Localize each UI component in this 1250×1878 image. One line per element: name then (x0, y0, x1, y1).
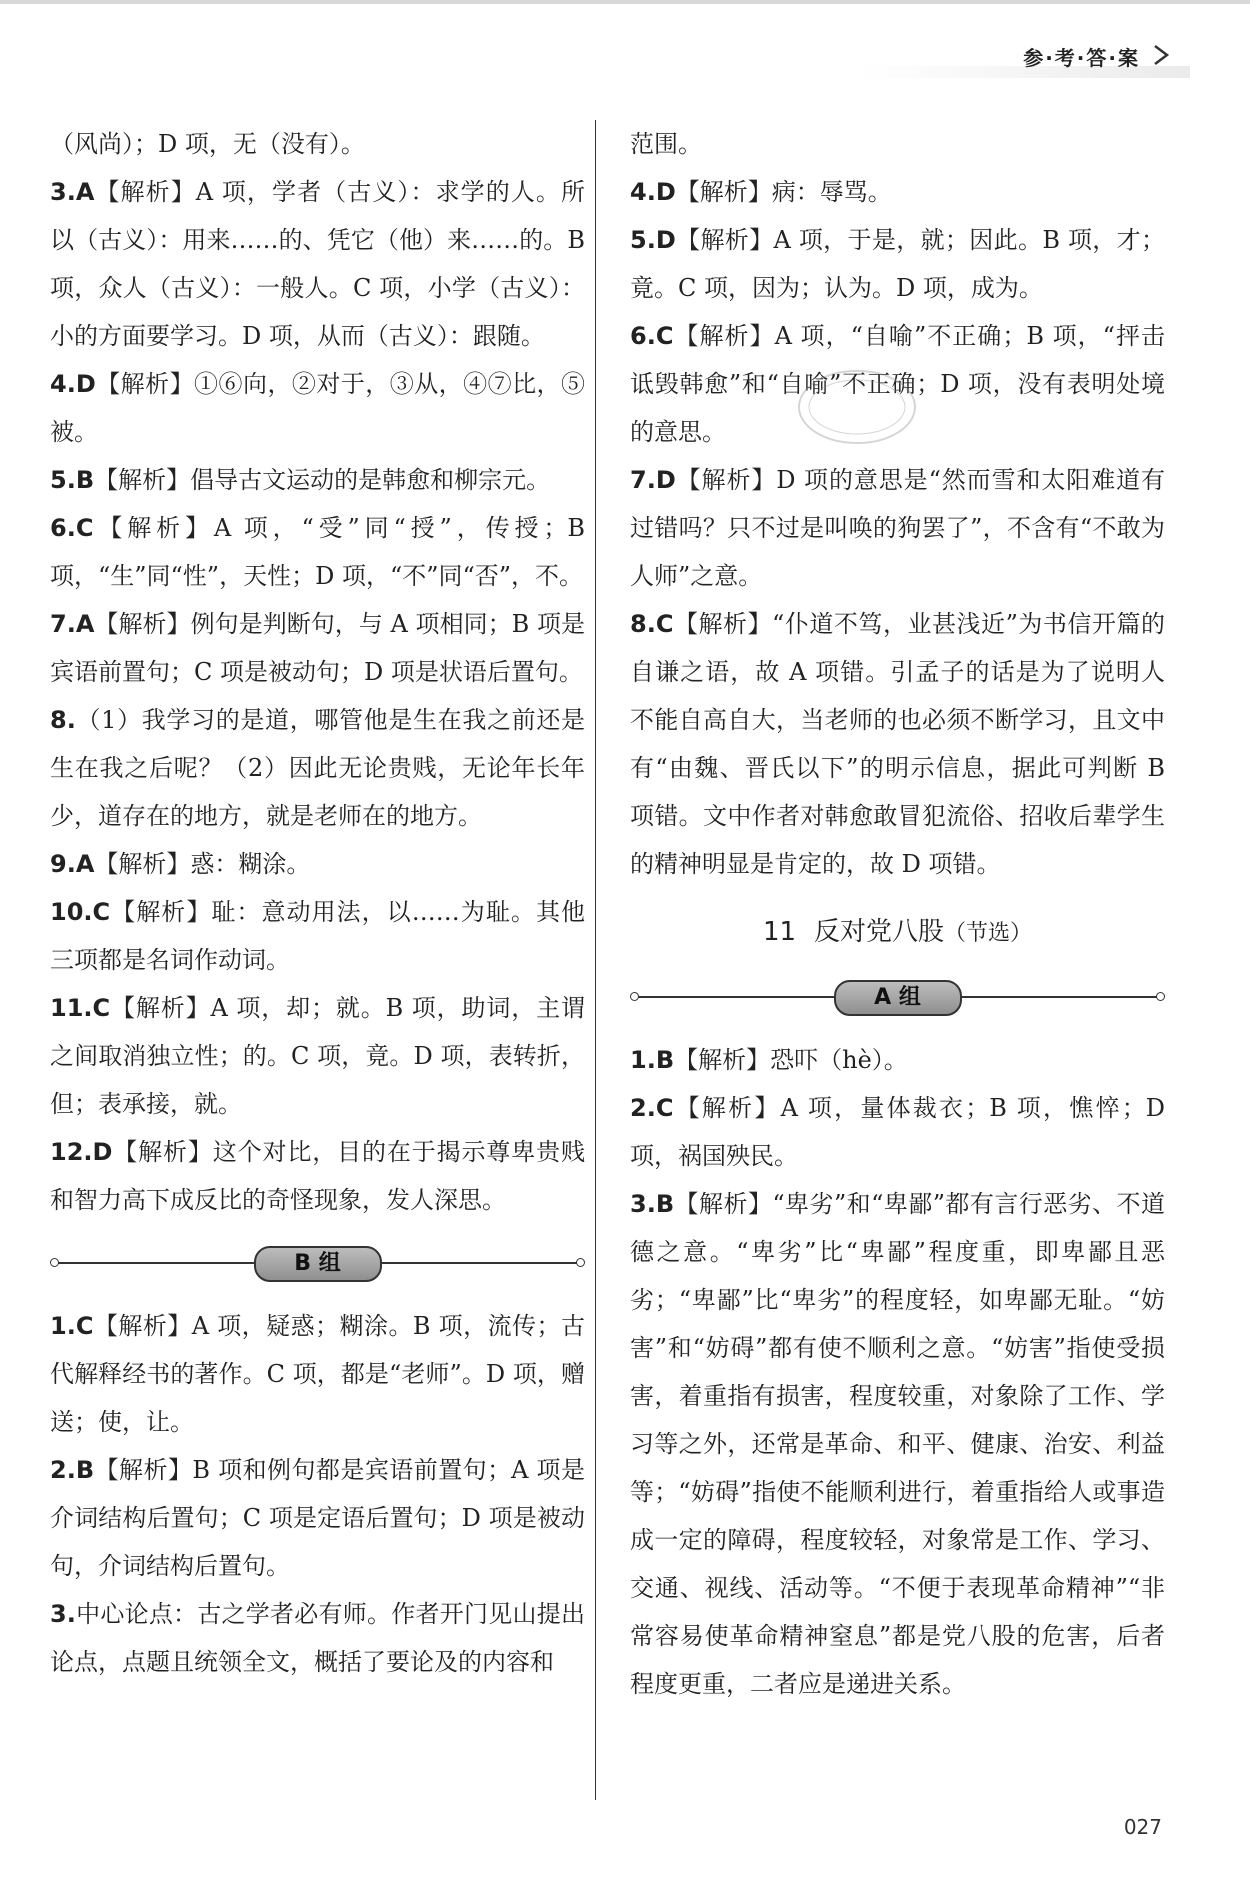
section-subtitle: （节选） (944, 921, 1033, 946)
header-bar (0, 0, 1250, 4)
answer-item: 10.C【解析】耻：意动用法，以……为耻。其他三项都是名词作动词。 (50, 898, 585, 974)
answer-item: 7.A【解析】例句是判断句，与 A 项相同；B 项是宾语前置句；C 项是被动句；D 项是状语后置句。 (50, 610, 585, 686)
section-heading: 反对党八股 (814, 917, 945, 947)
left-column (50, 120, 585, 1686)
group-a-label: A 组 (834, 980, 962, 1016)
group-b-divider (50, 1238, 585, 1288)
answer-item: 2.B【解析】B 项和例句都是宾语前置句；A 项是介词结构后置句；C 项是定语后置句；D 项是被动句，介词结构后置句。 (50, 1456, 585, 1580)
section-number: 11 (762, 917, 797, 947)
answer-item: （风尚）；D 项，无（没有）。 (50, 130, 365, 158)
column-divider (595, 120, 596, 1800)
answer-item: 6.C【解析】A 项，“自喻”不正确；B 项，“抨击诋毁韩愈”和“自喻”不正确；D 项，没有表明处境的意思。 (630, 322, 1165, 446)
answer-item: 5.B【解析】倡导古文运动的是韩愈和柳宗元。 (50, 466, 551, 494)
answer-item: 7.D【解析】D 项的意思是“然而雪和太阳难道有过错吗？只不过是叫唤的狗罢了”，不含有“不敢为人师”之意。 (630, 466, 1165, 590)
answer-item: 3.中心论点：古之学者必有师。作者开门见山提出论点，点题且统领全文，概括了要论及的内容和 (50, 1600, 585, 1676)
answer-item: 9.A【解析】惑：糊涂。 (50, 850, 311, 878)
answer-item: 3.A【解析】A 项，学者（古义）：求学的人。所以（古义）：用来……的、凭它（他）来……的。B 项，众人（古义）：一般人。C 项，小学（古义）：小的方面要学习。D 项，从而（古义）：跟随。 (50, 178, 585, 350)
answer-item: 3.B【解析】“卑劣”和“卑鄙”都有言行恶劣、不道德之意。“卑劣”比“卑鄙”程度重，即卑鄙且恶劣；“卑鄙”比“卑劣”的程度轻，如卑鄙无耻。“妨害”和“妨碍”都有使不顺利之意。“妨害”指使受损害，着重指有损害，程度较重，对象除了工作、学习等之外，还常是革命、和平、健康、治安、利益等；“妨碍”指使不能顺利进行，着重指给人或事造成一定的障碍，程度较轻，对象常是工作、学习、交通、视线、活动等。“不便于表现革命精神”“非常容易使革命精神窒息”都是党八股的危害，后者程度更重，二者应是递进关系。 (630, 1190, 1165, 1698)
group-b-label: B 组 (254, 1246, 382, 1282)
answer-item: 4.D【解析】病：辱骂。 (630, 178, 892, 206)
stamp-watermark-icon (792, 362, 922, 452)
header-tag: 参·考·答·案 (1023, 46, 1140, 70)
answer-item: 1.B【解析】恐吓（hè）。 (630, 1046, 908, 1074)
section-title (630, 908, 1165, 958)
answer-item: 2.C【解析】A 项，量体裁衣；B 项，憔悴；D 项，祸国殃民。 (630, 1094, 1165, 1170)
answer-item: 5.D【解析】A 项，于是，就；因此。B 项，才；竟。C 项，因为；认为。D 项，成为。 (630, 226, 1165, 302)
answer-item: 1.C【解析】A 项，疑惑；糊涂。B 项，流传；古代解释经书的著作。C 项，都是“老师”。D 项，赠送；使，让。 (50, 1312, 585, 1436)
answer-item: 11.C【解析】A 项，却；就。B 项，助词，主谓之间取消独立性；的。C 项，竟。D 项，表转折，但；表承接，就。 (50, 994, 585, 1118)
page-number: 027 (1123, 1815, 1162, 1839)
answer-item: 12.D【解析】这个对比，目的在于揭示尊卑贵贱和智力高下成反比的奇怪现象，发人深思。 (50, 1138, 585, 1214)
answer-item: 6.C【解析】A 项，“受”同“授”，传授；B 项，“生”同“性”，天性；D 项，“不”同“否”，不。 (50, 514, 585, 590)
right-column (630, 120, 1165, 1708)
group-a-divider (630, 972, 1165, 1022)
chevron-right-icon (1150, 44, 1172, 66)
answer-item: 8.（1）我学习的是道，哪管他是生在我之前还是生在我之后呢？（2）因此无论贵贱，无论年长年少，道存在的地方，就是老师在的地方。 (50, 706, 585, 830)
answer-item: 范围。 (630, 130, 702, 158)
answer-item: 4.D【解析】①⑥向，②对于，③从，④⑦比，⑤被。 (50, 370, 585, 446)
answer-item: 8.C【解析】“仆道不笃，业甚浅近”为书信开篇的自谦之语，故 A 项错。引孟子的话是为了说明人不能自高自大，当老师的也必须不断学习，且文中有“由魏、晋氏以下”的明示信息，据此可判断 B 项错。文中作者对韩愈敢冒犯流俗、招收后辈学生的精神明显是肯定的，故 D 项错。 (630, 610, 1165, 878)
